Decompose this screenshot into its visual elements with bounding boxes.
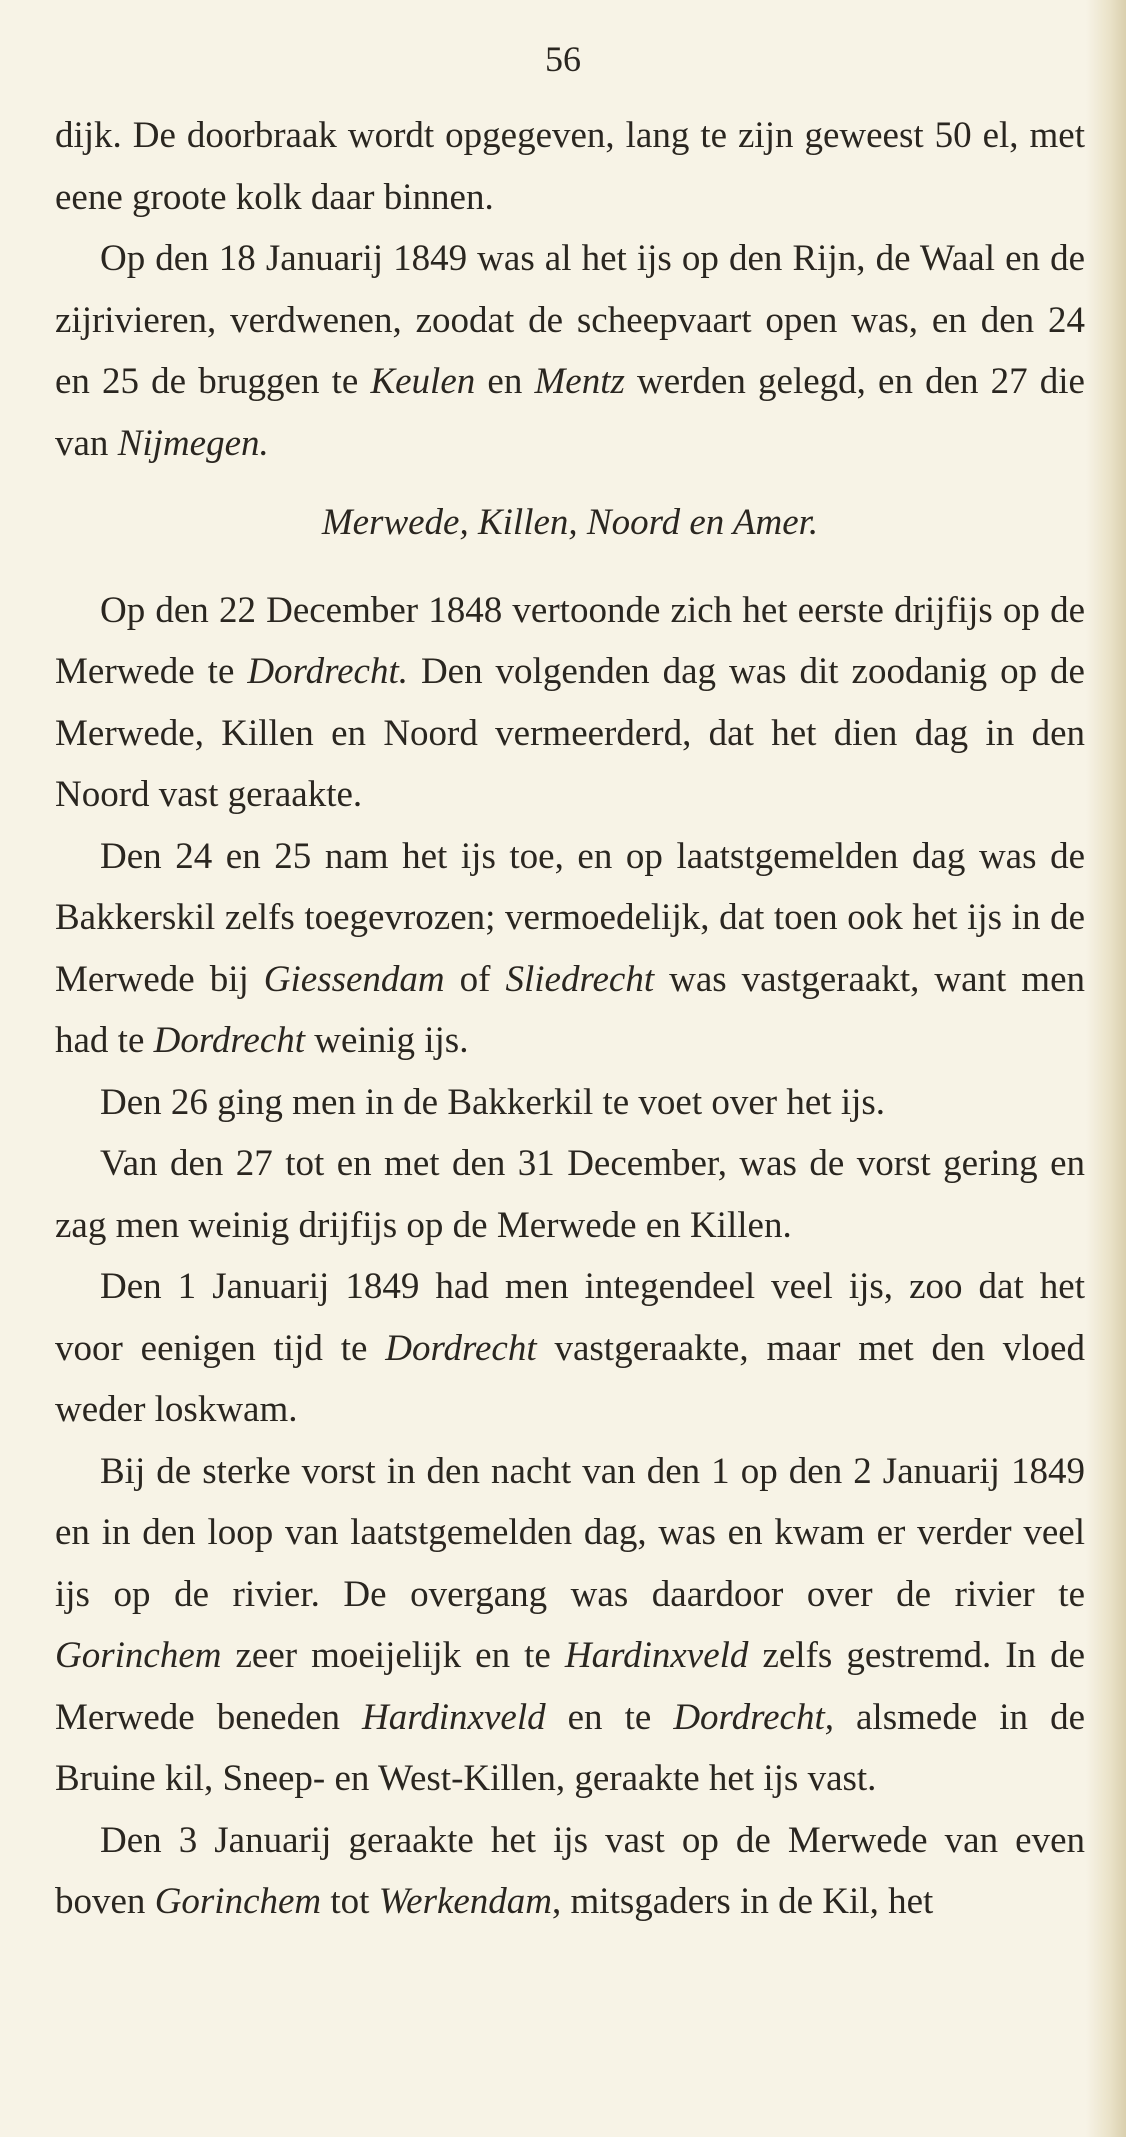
text-run: Den 3 Januarij geraakte het ijs vast op de Merwede van even boven: [55, 1819, 1085, 1922]
text-run: en te: [545, 1696, 674, 1738]
page-body: [55, 105, 1085, 1933]
text-run: Bij de sterke vorst in den nacht van den 1 op den 2 Januarij 1849 en in den loop van laatstgemelden dag, was en kwam er verder veel ijs op de rivier. De overgang was daardoor over de rivier te: [55, 1450, 1085, 1615]
text-run: werden gelegd, en den 27 die van: [55, 361, 1085, 464]
italic-place-name: Gorinchem: [154, 1881, 322, 1922]
text-run: en: [475, 361, 535, 402]
text-run: , mitsgaders in de Kil, het: [552, 1881, 934, 1922]
paragraph: [55, 1133, 1085, 1256]
paragraph: [55, 1810, 1085, 1933]
text-run: vastgeraakte, maar met den vloed weder loskwam.: [55, 1327, 1085, 1430]
italic-place-name: Sliedrecht: [505, 958, 655, 1000]
italic-place-name: Gorinchem: [55, 1635, 222, 1676]
italic-place-name: Dordrecht: [153, 1020, 306, 1061]
italic-place-name: Dordrecht: [385, 1327, 537, 1369]
italic-place-name: Dordrecht,: [673, 1696, 834, 1738]
italic-place-name: Werkendam: [378, 1881, 553, 1922]
text-run: Den volgenden dag was dit zoodanig op de Merwede, Killen en Noord vermeerderd, dat het dien dag in den Noord vast geraakte.: [55, 651, 1085, 815]
text-run: Op den 18 Januarij 1849 was al het ijs op den Rijn, de Waal en de zijrivieren, verdwenen, zoodat de scheepvaart open was, en den 24 en 25 de bruggen te: [55, 238, 1085, 402]
text-run: of: [444, 958, 506, 1000]
text-run: alsmede in de Bruine kil, Sneep- en West-Killen, geraakte het ijs vast.: [55, 1696, 1085, 1799]
paragraph: [55, 228, 1085, 474]
text-run: Den 24 en 25 nam het ijs toe, en op laatstgemelden dag was de Bakkerskil zelfs toegevrozen; vermoedelijk, dat toen ook het ijs in de Merwede bij: [55, 835, 1085, 1000]
text-run: Van den 27 tot en met den 31 December, was de vorst gering en zag men weinig drijfijs op de Merwede en Killen.: [55, 1143, 1085, 1246]
text-run: weinig ijs.: [305, 1020, 469, 1061]
paragraph: [55, 826, 1085, 1072]
italic-place-name: Keulen: [370, 361, 476, 402]
page-edge-shadow: [1086, 0, 1126, 2137]
text-run: zeer moeijelijk en te: [221, 1635, 565, 1676]
italic-place-name: Dordrecht.: [247, 651, 408, 692]
text-run: Den 26 ging men in de Bakkerkil te voet over het ijs.: [100, 1081, 886, 1123]
page-number: 56: [545, 39, 581, 79]
body-part-2: [55, 580, 1085, 1933]
text-run: was vastgeraakt, want men had te: [55, 958, 1085, 1061]
text-run: Op den 22 December 1848 vertoonde zich het eerste drijfijs op de Merwede te: [55, 589, 1085, 692]
paragraph: [55, 580, 1085, 826]
paragraph: [55, 1441, 1085, 1810]
italic-place-name: Nijmegen.: [117, 422, 269, 464]
paragraph: [55, 1256, 1085, 1441]
paragraph: [55, 1072, 1085, 1134]
italic-place-name: Hardinxveld: [362, 1696, 546, 1738]
text-run: Den 1 Januarij 1849 had men integendeel veel ijs, zoo dat het voor eenigen tijd te: [55, 1266, 1085, 1369]
italic-place-name: Hardinxveld: [564, 1635, 749, 1676]
italic-place-name: Mentz: [534, 361, 625, 402]
body-part-1: [55, 105, 1085, 474]
paragraph: [55, 105, 1085, 228]
italic-place-name: Giessendam: [263, 958, 445, 1000]
section-heading: Merwede, Killen, Noord en Amer.: [321, 502, 819, 543]
text-run: dijk. De doorbraak wordt opgegeven, lang te zijn geweest 50 el, met eene groote kolk daar binnen.: [55, 115, 1085, 218]
text-run: zelfs gestremd. In de Merwede beneden: [55, 1635, 1085, 1738]
text-run: tot: [321, 1881, 379, 1922]
